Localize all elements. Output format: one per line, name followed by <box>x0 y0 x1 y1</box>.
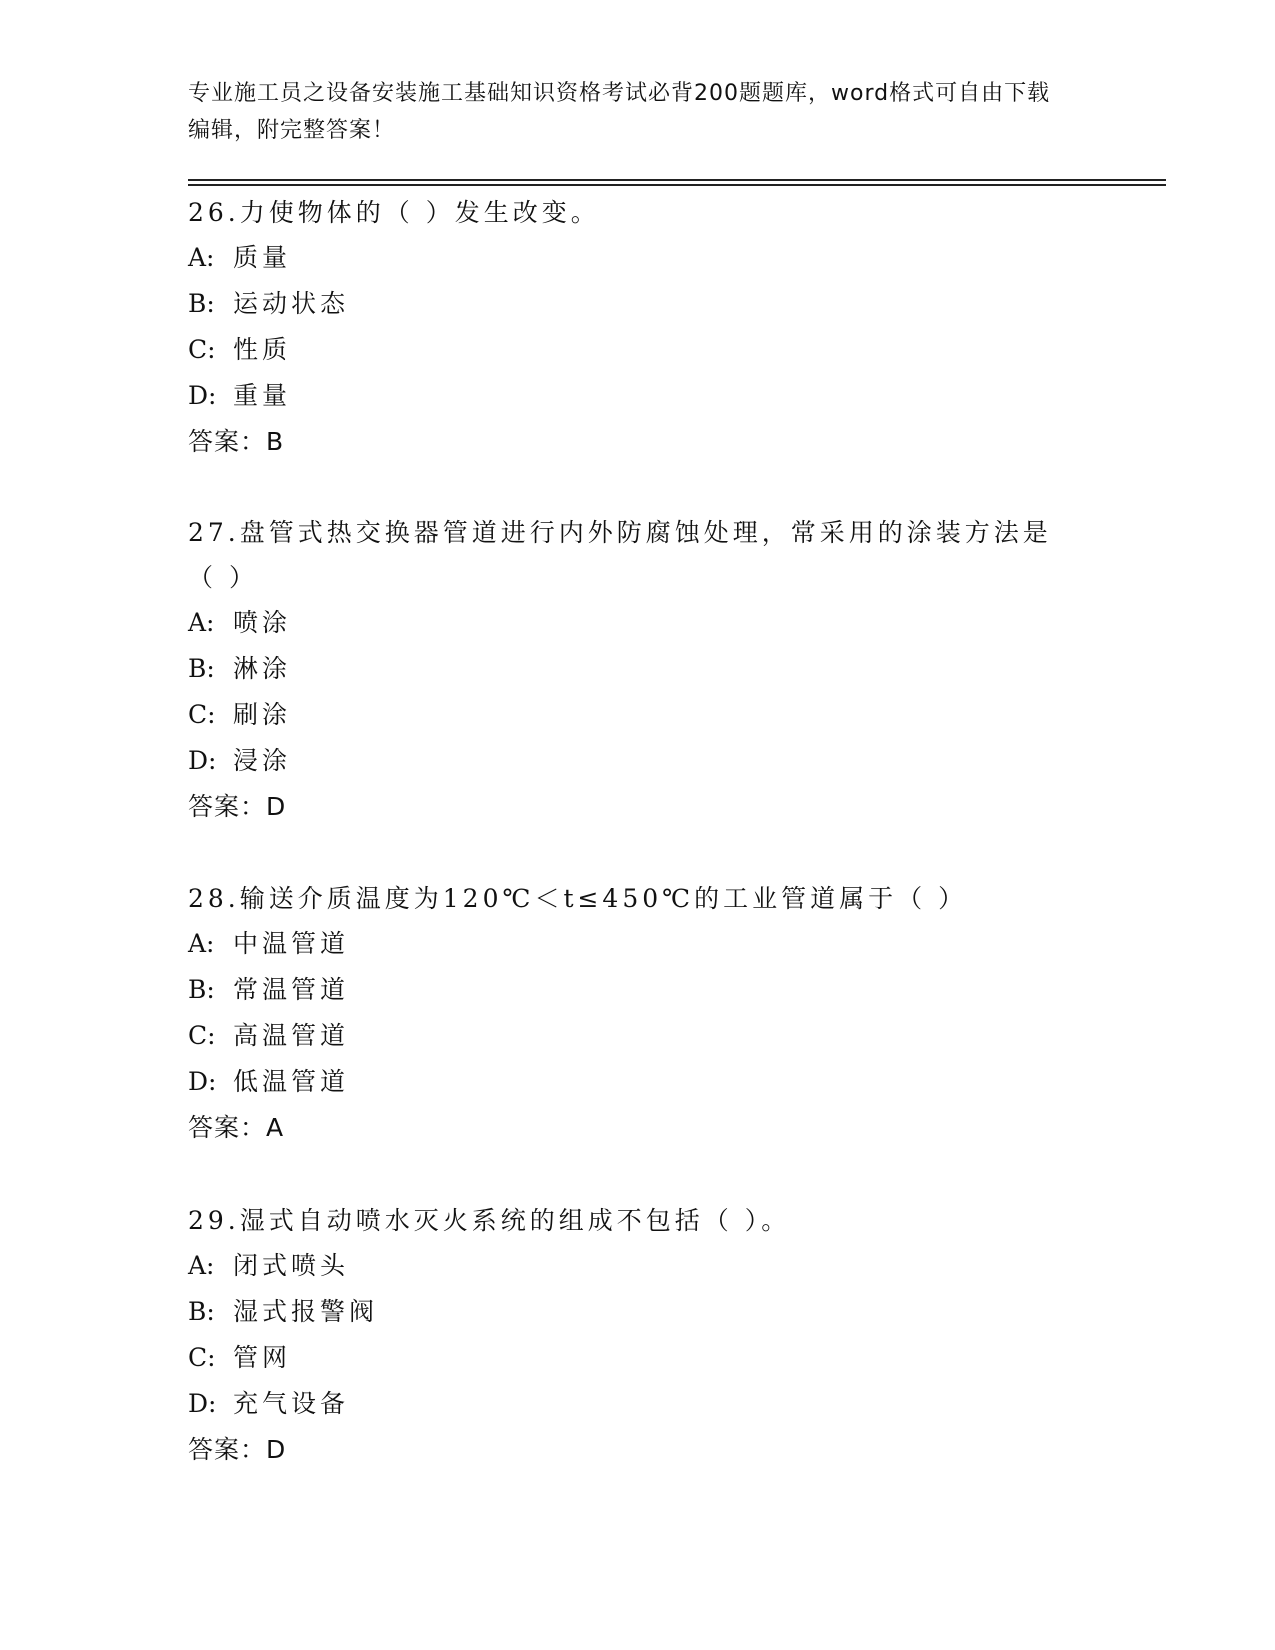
option-c <box>188 692 1088 738</box>
question-29 <box>188 1198 1088 1473</box>
header-divider-bottom <box>188 184 1166 186</box>
option-a <box>188 1243 1088 1289</box>
question-27 <box>188 510 1088 830</box>
option-letter: A: <box>188 929 215 958</box>
option-text: 闭式喷头 <box>233 1251 350 1280</box>
question-stem: 26.力使物体的（ ）发生改变。 <box>188 198 600 227</box>
option-text: 充气设备 <box>233 1389 350 1418</box>
option-c <box>188 1335 1088 1381</box>
answer-line: 答案：B <box>188 427 285 456</box>
question-stem: 29.湿式自动喷水灭火系统的组成不包括（ ）。 <box>188 1206 791 1235</box>
option-letter: D: <box>188 746 217 775</box>
option-b <box>188 646 1088 692</box>
option-text: 高温管道 <box>233 1021 350 1050</box>
question-stem: 27.盘管式热交换器管道进行内外防腐蚀处理，常采用的涂装方法是（ ） <box>188 518 1052 592</box>
option-text: 喷涂 <box>233 608 292 637</box>
option-letter: A: <box>188 243 215 272</box>
option-letter: D: <box>188 1067 217 1096</box>
option-letter: D: <box>188 1389 217 1418</box>
option-d <box>188 738 1088 784</box>
option-text: 管网 <box>233 1343 292 1372</box>
answer-line: 答案：D <box>188 1435 287 1464</box>
option-text: 性质 <box>233 335 292 364</box>
question-28 <box>188 876 1088 1151</box>
answer-line: 答案：A <box>188 1113 285 1142</box>
option-text: 中温管道 <box>233 929 350 958</box>
option-letter: C: <box>188 1343 216 1372</box>
option-text: 刷涂 <box>233 700 292 729</box>
option-text: 浸涂 <box>233 746 292 775</box>
option-text: 质量 <box>233 243 292 272</box>
option-b <box>188 1289 1088 1335</box>
option-text: 常温管道 <box>233 975 350 1004</box>
option-c <box>188 327 1088 373</box>
option-d <box>188 1381 1088 1427</box>
option-b <box>188 967 1088 1013</box>
question-26 <box>188 190 1088 465</box>
option-a <box>188 235 1088 281</box>
option-text: 淋涂 <box>233 654 292 683</box>
option-letter: C: <box>188 700 216 729</box>
option-letter: A: <box>188 1251 215 1280</box>
option-letter: C: <box>188 335 216 364</box>
option-letter: B: <box>188 975 215 1004</box>
option-c <box>188 1013 1088 1059</box>
option-text: 运动状态 <box>233 289 350 318</box>
document-header: 专业施工员之设备安装施工基础知识资格考试必背200题题库，word格式可自由下载编辑，附完整答案！ <box>188 81 1051 143</box>
option-letter: B: <box>188 289 215 318</box>
question-stem: 28.输送介质温度为120℃＜t≤450℃的工业管道属于（ ） <box>188 884 968 913</box>
option-a <box>188 600 1088 646</box>
option-letter: C: <box>188 1021 216 1050</box>
option-d <box>188 1059 1088 1105</box>
answer-line: 答案：D <box>188 792 287 821</box>
option-text: 低温管道 <box>233 1067 350 1096</box>
header-divider-top <box>188 179 1166 181</box>
option-text: 湿式报警阀 <box>233 1297 379 1326</box>
option-letter: B: <box>188 654 215 683</box>
option-letter: B: <box>188 1297 215 1326</box>
option-d <box>188 373 1088 419</box>
option-letter: A: <box>188 608 215 637</box>
option-b <box>188 281 1088 327</box>
option-a <box>188 921 1088 967</box>
option-letter: D: <box>188 381 217 410</box>
option-text: 重量 <box>233 381 292 410</box>
